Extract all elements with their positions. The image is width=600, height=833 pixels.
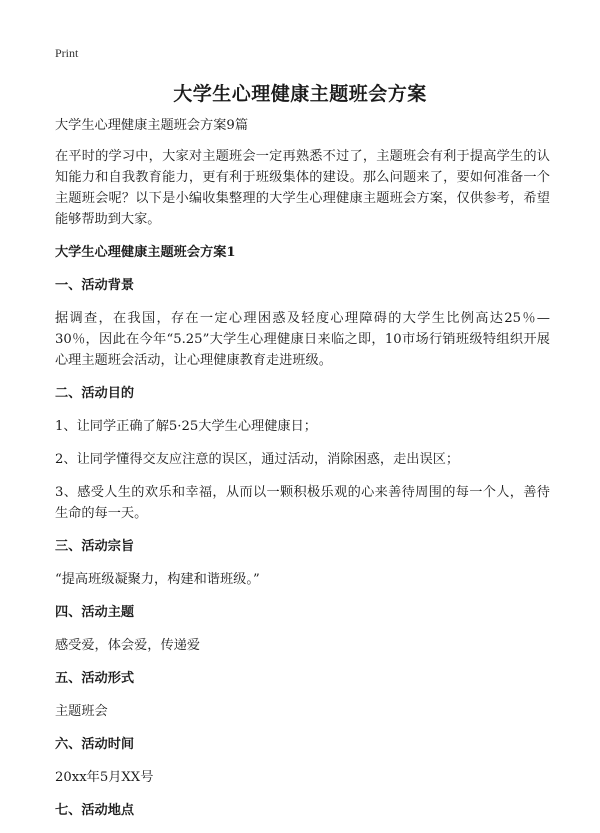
- section-heading-theme: 四、活动主题: [55, 605, 135, 620]
- section-heading-purpose: 二、活动目的: [55, 386, 135, 401]
- section-heading-background: 一、活动背景: [55, 278, 135, 293]
- section-heading-location: 七、活动地点: [55, 803, 135, 818]
- section-heading-time: 六、活动时间: [55, 737, 135, 752]
- print-link[interactable]: Print: [55, 46, 79, 60]
- section-heading-aim: 三、活动宗旨: [55, 539, 135, 554]
- document-subtitle: 大学生心理健康主题班会方案9篇: [55, 118, 249, 133]
- intro-paragraph: 在平时的学习中，大家对主题班会一定再熟悉不过了，主题班会有利于提高学生的认知能力和自我教育能力，更有利于班级集体的建设。那么问题来了，要如何准备一个主题班会呢？以下是小编收集整理的大学生心理健康主题班会方案，仅供参考，希望能够帮助到大家。: [55, 149, 550, 227]
- theme-paragraph: 感受爱，体会爱，传递爱: [55, 638, 201, 653]
- aim-paragraph: “提高班级凝聚力，构建和谐班级。”: [55, 572, 260, 587]
- background-paragraph: 据调查，在我国，存在一定心理困惑及轻度心理障碍的大学生比例高达25％—30％，因此在今年“5.25”大学生心理健康日来临之即，10市场行销班级特组织开展心理主题班会活动，让心理健康教育走进班级。: [55, 311, 550, 368]
- format-paragraph: 主题班会: [55, 704, 108, 719]
- time-paragraph: 20xx年5月XX号: [55, 770, 154, 785]
- purpose-item-3: 3、感受人生的欢乐和幸福，从而以一颗积极乐观的心来善待周围的每一个人，善待生命的每一天。: [55, 485, 550, 521]
- document-body: [55, 115, 550, 833]
- section-heading-format: 五、活动形式: [55, 671, 135, 686]
- purpose-item-2: 2、让同学懂得交友应注意的误区，通过活动，消除困惑，走出误区；: [55, 452, 460, 467]
- document-title: 大学生心理健康主题班会方案: [173, 83, 427, 105]
- plan-heading: 大学生心理健康主题班会方案1: [55, 245, 236, 260]
- purpose-item-1: 1、让同学正确了解5·25大学生心理健康日；: [55, 419, 317, 434]
